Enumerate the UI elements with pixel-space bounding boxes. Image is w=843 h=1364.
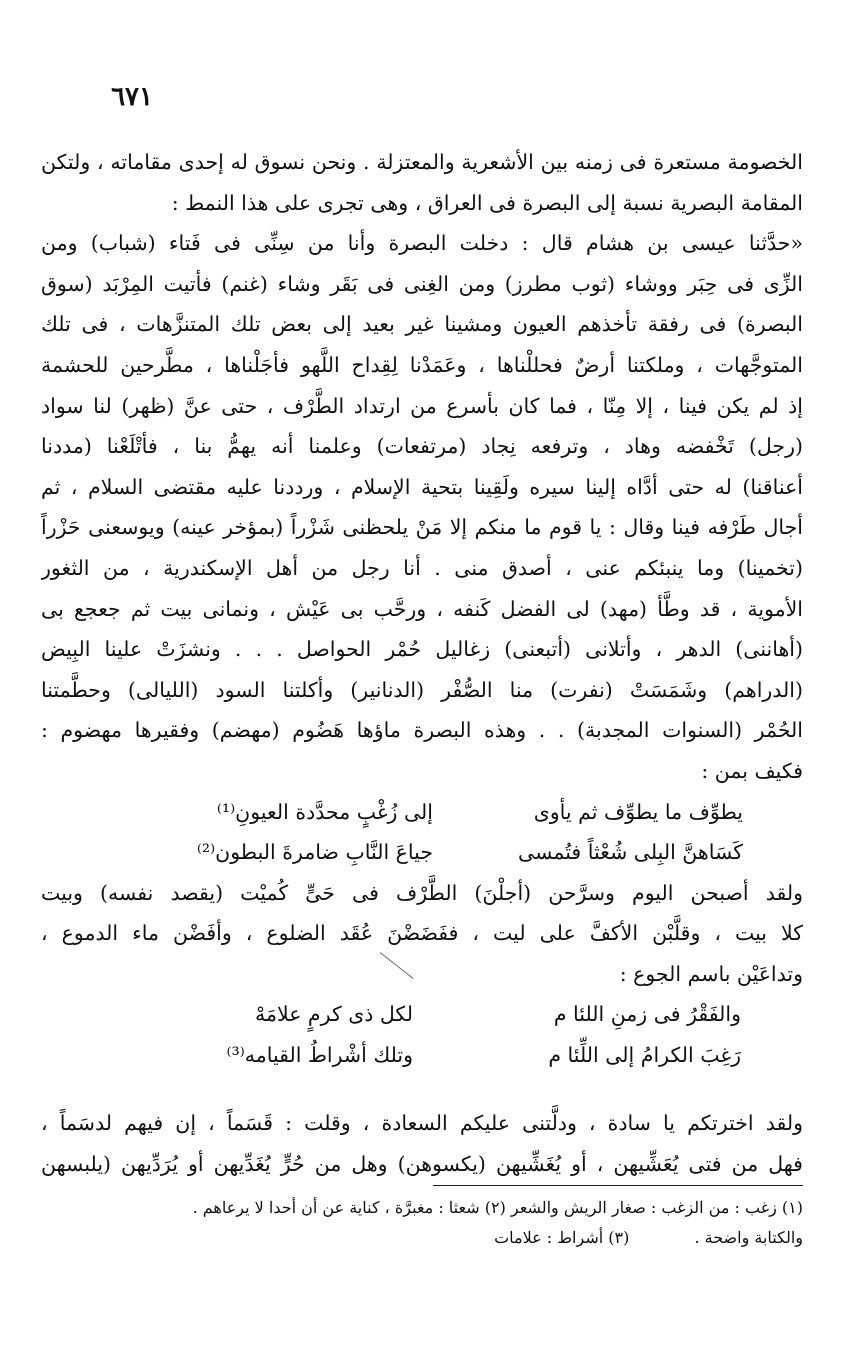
page-number: ٦٧١	[111, 82, 153, 112]
text-line: المتوجَّهات ، وملكتنا أرضٌ فحللْناها ، وعَمَدْنا لِقِداح اللَّهو فأجَلْناها ، مطَّرحين للحشمة	[41, 352, 803, 377]
footnote-line: (١) زغب : من الزغب : صغار الريش والشعر (٢) شعثا : مغبرَّة ، كناية عن أن أحدا لا يرعاهم .	[192, 1198, 803, 1217]
text-line: أجال طَرْفه فينا وقال : يا قوم ما منكم إلا مَنْ يلحظنى شَزْراً (بمؤخر عينه) ويوسعنى حَزْراً	[41, 515, 803, 540]
verse-hemistich-first: كَسَاهنَّ البِلى شُعْثاً فتُمسى	[518, 840, 743, 864]
verse-hemistich-first: والفَقْرُ فى زمنِ اللئا م	[553, 1002, 741, 1027]
text-line: الحُمْر (السنوات المجدبة) . . وهذه البصرة ماؤها هَضُوم (مهضم) وفقيرها مهضوم :	[41, 718, 803, 743]
text-line: فهل من فتى يُعَشِّيهن ، أو يُغَشِّيهن (يكسوهن) وهل من حُرٍّ يُغَدِّيهن أو يُرَدِّيهن (يلبسهن	[41, 1151, 803, 1176]
text-line: (رجل) تَخْفضه وهاد ، وترفعه نِجاد (مرتفعات) وعلمنا أنه يهمُّ بنا ، فأتْلَعْنا (مددنا	[41, 434, 803, 459]
verse-hemistich-second: جياعَ النَّابِ ضامرةَ البطون⁽²⁾	[196, 840, 433, 864]
text-line: الخصومة مستعرة فى زمنه بين الأشعرية والمعتزلة . ونحن نسوق له إحدى مقاماته ، ولتكن	[41, 150, 803, 174]
verse-hemistich-second: وتلك أشْراطُ القيامه⁽³⁾	[226, 1042, 413, 1067]
verse-hemistich-first: يطوِّف ما يطوِّف ثم يأوى	[533, 799, 743, 824]
text-line: الزِّى فى حِبَر ووشاء (ثوب مطرز) ومن الغِنى فى بَقَر وشاء (غنم) فأتيت المِرْبَد (سوق	[41, 271, 803, 296]
verse-hemistich-second: لكل ذى كرمٍ علامَهْ	[254, 1002, 413, 1027]
text-line: ولقد أصبحن اليوم وسرَّحن (أجلْنَ) الطَّرْف فى حَىٍّ كُميْت (يقصد نفسه) وبيت	[41, 880, 803, 905]
text-line: (الدراهم) وشَمَسَتْ (نفرت) منا الصُّفْر (الدنانير) وأكلتنا السود (الليالى) وحطَّمتنا	[41, 677, 803, 702]
footnote-separator	[433, 1185, 803, 1186]
text-line: المقامة البصرية نسبة إلى البصرة فى العراق ، وهى تجرى على هذا النمط :	[171, 190, 803, 215]
text-line: الأموية ، قد وطَّأ (مهد) لى الفضل كَنفه ، ورحَّب بى عَيْش ، ونمانى بيت ثم جعجع بى	[41, 596, 803, 621]
text-line: ولقد اخترتكم يا سادة ، ودلَّتنى عليكم السعادة ، وقلت : قَسَماً ، إن فيهم لدسَماً ،	[41, 1111, 803, 1136]
main-text	[41, 142, 803, 1184]
footnote-line	[41, 1223, 803, 1253]
footnote-3: (٣) أشراط : علامات	[494, 1228, 630, 1247]
verse-line	[41, 994, 803, 1035]
verse-line	[41, 832, 803, 873]
verse-hemistich-first: رَغِبَ الكرامُ إلى اللِّئا م	[548, 1042, 741, 1067]
poem-1	[41, 792, 803, 873]
text-line: كلا بيت ، وقلَّبْن الأكفَّ على ليت ، ففَضَضْنَ عُقَد الضلوع ، وأفَضْن ماء الدموع ،	[41, 921, 803, 946]
poem-2	[41, 994, 803, 1075]
text-line: «حدَّثنا عيسى بن هشام قال : دخلت البصرة وأنا من سِنِّى فى فَتاء (شباب) ومن	[41, 231, 803, 256]
footnote-continuation: والكتابة واضحة .	[694, 1228, 803, 1247]
text-line: البصرة) فى رفقة تأخذهم العيون ومشينا غير بعيد إلى بعض تلك المتنزَّهات ، فى تلك	[41, 312, 803, 337]
text-line: فكيف بمن :	[701, 758, 803, 783]
footnotes	[41, 1193, 803, 1253]
text-line: (تخمينا) وما ينبئكم عنى ، أصدق منى . أنا رجل من أهل الإسكندرية ، من الثغور	[41, 555, 803, 580]
verse-line	[41, 792, 803, 833]
text-line: إذ لم يكن فينا ، إلا مِنّا ، فما كان بأسرع من ارتداد الطَّرْف ، حتى عنَّ (ظهر) لنا سواد	[41, 393, 803, 418]
text-line: أعناقنا) له حتى أدَّاه إلينا سيره ولَقِينا بتحية الإسلام ، ورددنا عليه مقتضى السلام ، ثم	[41, 474, 803, 499]
section-gap	[41, 1075, 803, 1103]
verse-line	[41, 1035, 803, 1076]
text-line: (أهاننى) الدهر ، وأتلانى (أتبعنى) زغاليل حُمْر الحواصل . . . ونشزَتْ علينا البِيض	[41, 637, 803, 662]
verse-hemistich-second: إلى زُغْبٍ محدَّدة العيونِ⁽¹⁾	[216, 799, 433, 824]
text-line: وتداعَيْن باسم الجوع :	[619, 961, 803, 986]
